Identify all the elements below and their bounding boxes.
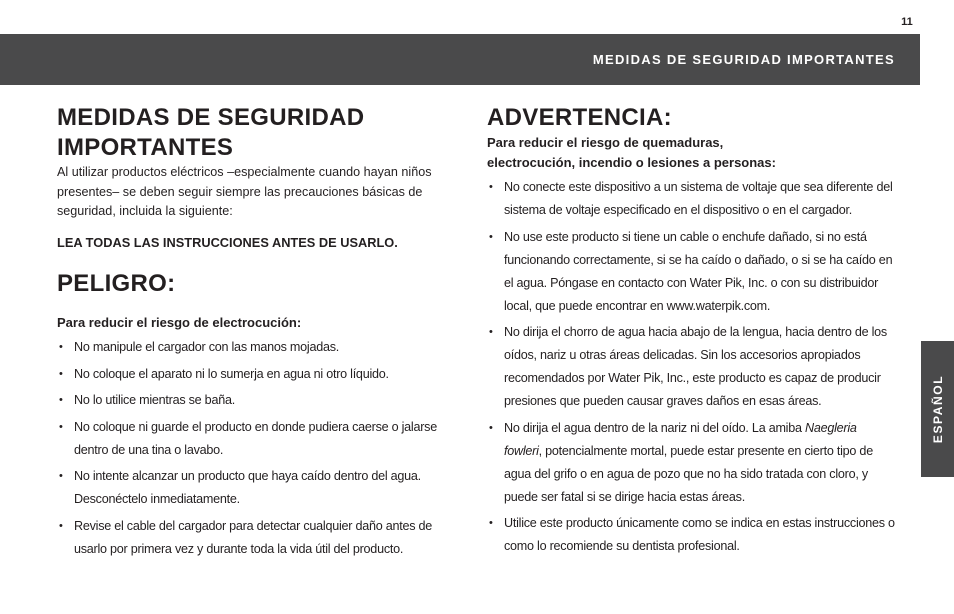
list-item-text: No conecte este dispositivo a un sistema de voltaje que sea diferente del sistema de voltaje especificado en el dispositivo o en el cargador. bbox=[504, 180, 893, 217]
list-item-text: Utilice este producto únicamente como se indica en estas instrucciones o como lo recomiende su dentista profesional. bbox=[504, 516, 895, 553]
list-item-text: No use este producto si tiene un cable o enchufe dañado, si no está funcionando correctamente, si se ha caído o dañado, o si se ha caído en el agua. Póngase en contacto con Water Pik, Inc. o con su distribuidor local, que puede encontrar en www.waterpik.com. bbox=[504, 229, 893, 313]
amoeba-warning-after: , potencialmente mortal, puede estar presente en cierto tipo de agua del grifo o en agua de pozo que no ha sido tratada con cloro, y puede ser fatal si se dirige hacia estas áreas. bbox=[504, 443, 873, 504]
left-column bbox=[57, 103, 467, 564]
intro-text: Al utilizar productos eléctricos –especialmente cuando hayan niños presentes– se deben seguir siempre las precauciones básicas de seguridad, incluida la siguiente: bbox=[57, 165, 432, 218]
header-title: MEDIDAS DE SEGURIDAD IMPORTANTES bbox=[592, 52, 895, 67]
safety-title-line1: MEDIDAS DE SEGURIDAD bbox=[57, 104, 365, 131]
list-item bbox=[57, 465, 467, 511]
list-item-text: No manipule el cargador con las manos mojadas. bbox=[74, 340, 340, 354]
danger-title: PELIGRO: bbox=[57, 269, 176, 297]
list-item-text: No lo utilice mientras se baña. bbox=[74, 393, 235, 407]
list-item-text: No coloque el aparato ni lo sumerja en agua ni otro líquido. bbox=[74, 366, 389, 381]
safety-title bbox=[57, 103, 467, 163]
read-all-instructions: LEA TODAS LAS INSTRUCCIONES ANTES DE USARLO. bbox=[57, 234, 398, 250]
list-item bbox=[57, 416, 467, 462]
list-item-text: No intente alcanzar un producto que haya caído dentro del agua. Desconéctelo inmediatamente. bbox=[74, 469, 421, 506]
right-column bbox=[487, 103, 897, 562]
danger-subtitle: Para reducir el riesgo de electrocución: bbox=[57, 314, 302, 330]
warning-title: ADVERTENCIA: bbox=[487, 104, 672, 131]
bullet-icon: • bbox=[489, 181, 493, 193]
bullet-icon: • bbox=[59, 394, 63, 406]
bullet-icon: • bbox=[59, 420, 63, 433]
list-item-text: Revise el cable del cargador para detectar cualquier daño antes de usarlo por primera vez y durante toda la vida útil del producto. bbox=[74, 518, 433, 556]
list-item bbox=[487, 321, 897, 413]
language-tab-label: ESPAÑOL bbox=[930, 374, 945, 444]
list-item bbox=[57, 363, 467, 386]
list-item bbox=[487, 417, 897, 509]
list-item-text: No coloque ni guarde el producto en donde pudiera caerse o jalarse dentro de una tina o lavabo. bbox=[74, 419, 437, 457]
bullet-icon: • bbox=[59, 519, 63, 532]
list-item bbox=[57, 336, 467, 359]
list-item bbox=[57, 389, 467, 412]
bullet-icon: • bbox=[489, 421, 493, 434]
language-tab bbox=[921, 341, 954, 477]
warning-subtitle-line1: Para reducir el riesgo de quemaduras, bbox=[487, 135, 724, 150]
amoeba-warning-before: No dirija el agua dentro de la nariz ni del oído. La amiba bbox=[504, 420, 805, 435]
bullet-icon: • bbox=[489, 326, 493, 338]
list-item bbox=[487, 512, 897, 558]
list-item bbox=[57, 515, 467, 561]
page-number: 11 bbox=[901, 16, 913, 28]
danger-list bbox=[57, 336, 467, 561]
warning-list bbox=[487, 176, 897, 558]
amoeba-species-name: Naegleria fowleri bbox=[504, 420, 857, 458]
bullet-icon: • bbox=[489, 230, 493, 243]
bullet-icon: • bbox=[59, 470, 63, 482]
header-band bbox=[0, 34, 920, 85]
safety-title-line2: IMPORTANTES bbox=[57, 134, 234, 161]
list-item bbox=[487, 226, 897, 318]
bullet-icon: • bbox=[59, 367, 63, 380]
bullet-icon: • bbox=[489, 517, 493, 529]
warning-subtitle bbox=[487, 133, 897, 172]
bullet-icon: • bbox=[59, 341, 63, 353]
list-item-text: No dirija el chorro de agua hacia abajo de la lengua, hacia dentro de los oídos, nariz u otras áreas delicadas. Sin los accesorios apropiados recomendados por Water Pik, Inc., este producto es capaz de producir presiones que pueden causar graves daños en esas áreas. bbox=[504, 325, 887, 408]
warning-subtitle-line2: electrocución, incendio o lesiones a personas: bbox=[487, 154, 776, 170]
list-item bbox=[487, 176, 897, 222]
